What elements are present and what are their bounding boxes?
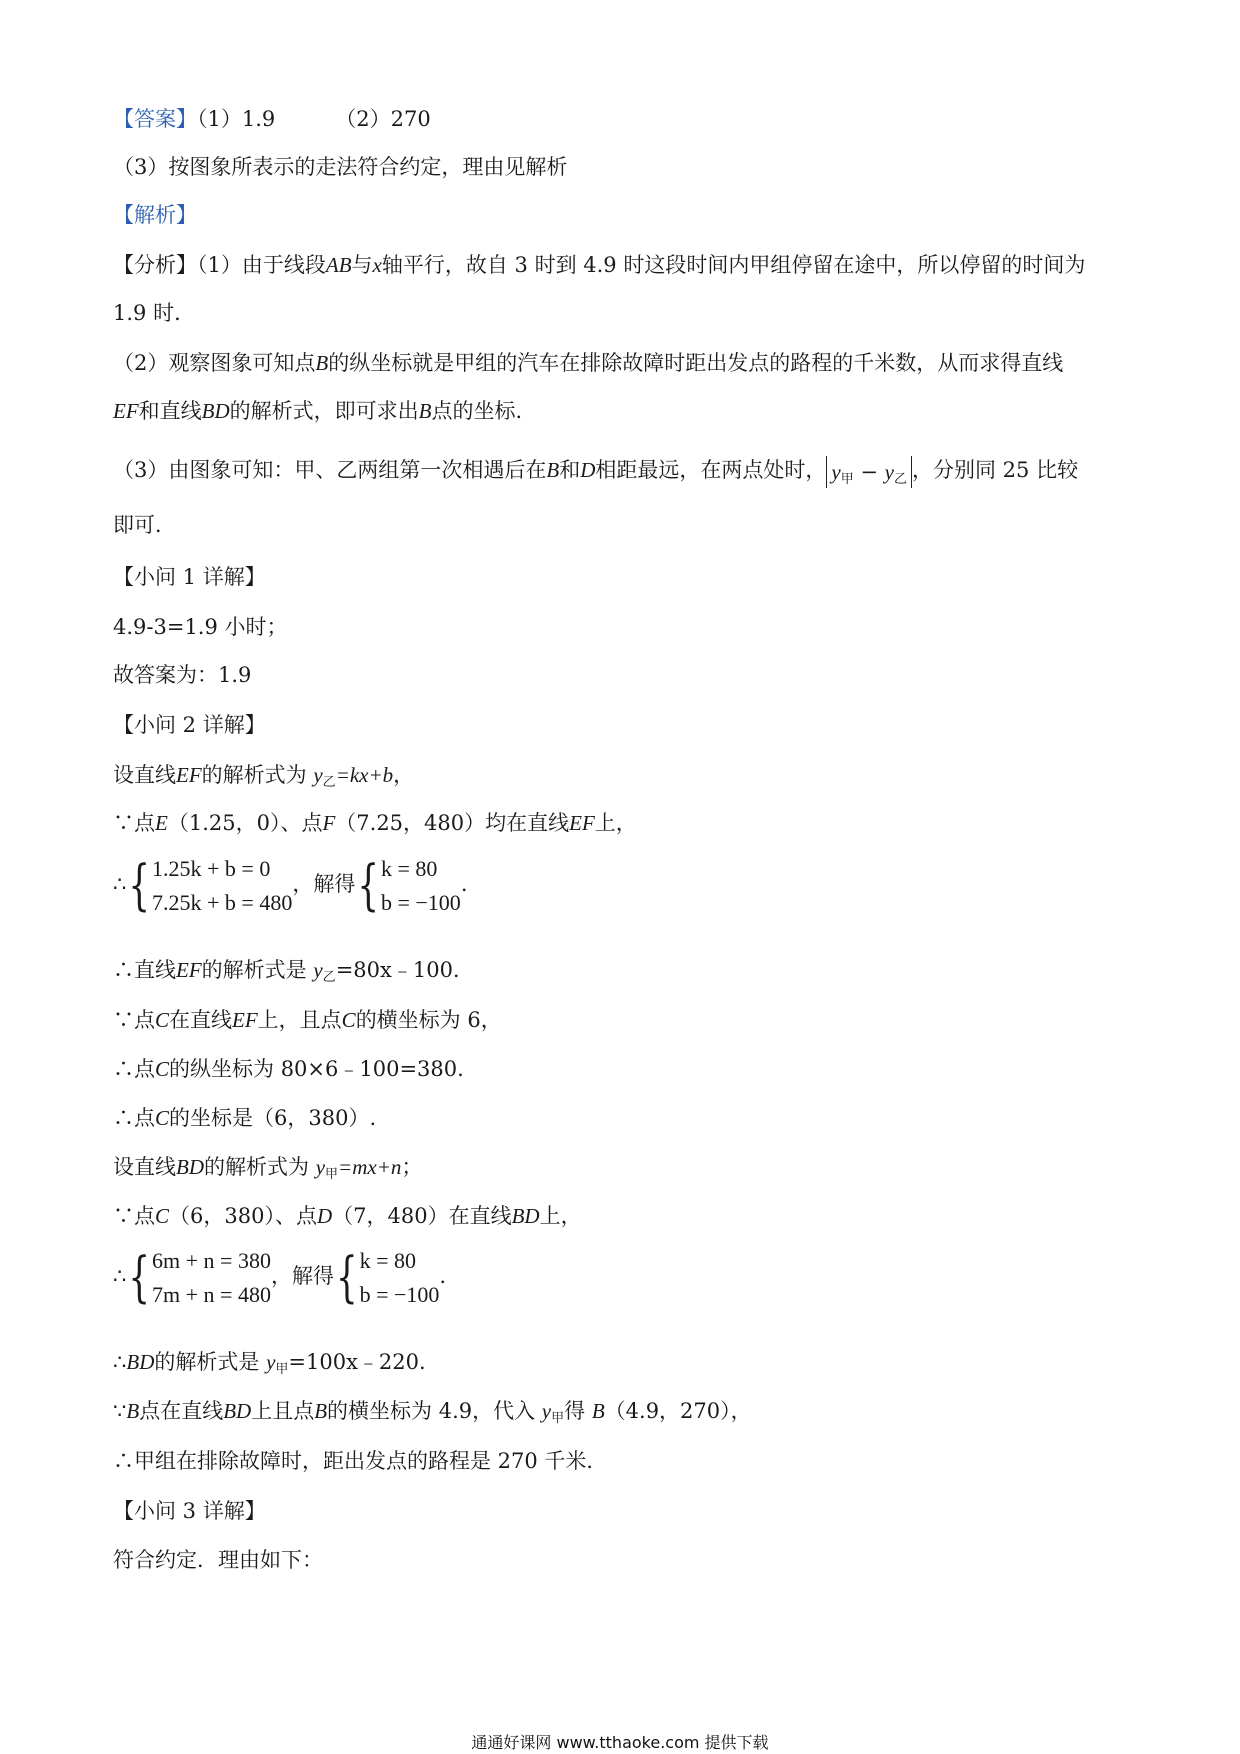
var: y [831, 459, 841, 484]
text: 相距最远，在两点处时， [595, 458, 827, 482]
text: 轴平行，故自 3 时到 4.9 时这段时间内甲组停留在途中，所以停留的时间为 [381, 253, 1086, 277]
fenxi-line-3 [113, 348, 1063, 378]
equation: =mx+n [338, 1155, 402, 1179]
text: 设直线 [113, 763, 176, 787]
text: （3）由图象可知：甲、乙两组第一次相遇后在 [113, 458, 547, 482]
var: B [591, 1399, 605, 1423]
text: 的解析式是 [201, 958, 307, 982]
subscript: 甲 [275, 1362, 289, 1377]
var: BD [126, 1350, 155, 1374]
page-footer: 通通好课网 www.tthaoke.com 提供下载 [471, 1733, 769, 1752]
var: x [372, 253, 382, 277]
system-left: { 1.25k + b = 0 7.25k + b = 480 [128, 854, 293, 919]
equation-row: 6m + n = 380 [152, 1248, 271, 1274]
var: AB [325, 253, 352, 277]
text: 的解析式是 [154, 1350, 260, 1374]
fenxi-line-4 [113, 396, 536, 426]
text: 的纵坐标为 80×6﹣100=380. [169, 1057, 464, 1081]
text: ，解得 [292, 872, 356, 896]
var: y [541, 1399, 552, 1423]
var: B [126, 1399, 140, 1423]
var: EF [232, 1008, 258, 1032]
text: 的纵坐标就是甲组的汽车在排除故障时距出发点的路程的千米数，从而求得直线 [328, 351, 1064, 375]
var: BD [176, 1155, 204, 1179]
var: EF [569, 811, 595, 835]
analysis-tag: 【解析】 [113, 203, 197, 227]
equation: =kx+b [335, 763, 394, 787]
subscript: 乙 [893, 471, 907, 487]
therefore-symbol: ∴ [113, 872, 127, 896]
q2-tag: 【小问 2 详解】 [113, 713, 266, 737]
q2-line-7 [113, 1103, 376, 1133]
var: BD [223, 1399, 252, 1423]
answer-part2: （2）270 [335, 107, 431, 131]
text: 的横坐标为 4.9，代入 [327, 1399, 536, 1423]
var: EF [176, 763, 202, 787]
text: 点的坐标． [431, 399, 537, 423]
text: 上， [539, 1204, 582, 1228]
text: 的解析式，即可求出 [229, 399, 419, 423]
var: C [155, 1106, 170, 1130]
text: . [460, 872, 468, 896]
q1-tag: 【小问 1 详解】 [113, 565, 266, 589]
var: y [313, 763, 323, 787]
subscript: 甲 [840, 471, 854, 487]
answer-line [113, 104, 431, 134]
var: C [341, 1008, 356, 1032]
text: ∵点 [113, 1204, 155, 1228]
q1-line-2: 故答案为：1.9 [113, 663, 252, 687]
var: C [155, 1008, 170, 1032]
text: 设直线 [113, 1155, 176, 1179]
text: 与 [351, 253, 373, 277]
equation-system-2 [113, 1240, 446, 1314]
text: （7.25，480）均在直线 [335, 811, 570, 835]
var: B [546, 458, 560, 482]
equation-system-1 [113, 848, 468, 922]
var: D [316, 1204, 333, 1228]
var: E [155, 811, 168, 835]
var: BD [201, 399, 230, 423]
text: （1.25，0）、点 [167, 811, 323, 835]
equation-row: b = −100 [359, 1282, 440, 1308]
fenxi-line-6: 即可． [113, 513, 176, 537]
var: y [884, 459, 894, 484]
var: EF [113, 399, 139, 423]
q3-line-1: 符合约定．理由如下： [113, 1548, 323, 1572]
var: B [314, 1399, 328, 1423]
text: ∴直线 [113, 958, 176, 982]
text: ∵点 [113, 1008, 155, 1032]
q3-tag: 【小问 3 详解】 [113, 1499, 266, 1523]
answer-tag: 【答案】 [113, 107, 197, 131]
q1-line-1: 4.9-3=1.9 小时； [113, 615, 288, 639]
text: ； [401, 1155, 423, 1179]
text: （1）由于线段 [197, 253, 326, 277]
text: （4.9，270）， [604, 1399, 752, 1423]
equation-row: k = 80 [359, 1248, 417, 1274]
fenxi-line-1 [113, 250, 1085, 280]
subscript: 乙 [322, 970, 336, 985]
var: y [315, 1155, 326, 1179]
fenxi-tag: 【分析】 [113, 253, 197, 277]
text: 得 [564, 1399, 586, 1423]
text: ∵ [113, 1399, 127, 1423]
text: （7，480）在直线 [332, 1204, 512, 1228]
text: ，解得 [270, 1264, 334, 1288]
equation-row: 1.25k + b = 0 [152, 856, 271, 882]
equation-row: b = −100 [380, 890, 461, 916]
text: ，分别同 25 比较 [912, 458, 1079, 482]
minus: − [853, 459, 885, 484]
equation-row: 7m + n = 480 [152, 1282, 271, 1308]
q2-line-5 [113, 1005, 502, 1035]
text: 的坐标是（6，380）. [169, 1106, 377, 1130]
subscript: 甲 [551, 1411, 565, 1426]
var: y [266, 1350, 276, 1374]
text: 上，且点 [257, 1008, 342, 1032]
equation: =100x﹣220. [288, 1350, 426, 1374]
var: C [155, 1204, 170, 1228]
answer-part3: （3）按图象所表示的走法符合约定，理由见解析 [113, 155, 568, 179]
var: C [155, 1057, 170, 1081]
var: y [313, 958, 323, 982]
equation-row: k = 80 [380, 856, 438, 882]
text: ∴ [113, 1350, 127, 1374]
fenxi-line-5 [113, 455, 1078, 488]
text: （2）观察图象可知点 [113, 351, 316, 375]
var: EF [176, 958, 202, 982]
var: D [580, 458, 596, 482]
text: 上且点 [251, 1399, 315, 1423]
text: （6，380）、点 [169, 1204, 317, 1228]
absolute-value-expression [826, 456, 912, 488]
var: F [322, 811, 336, 835]
answer-part1: （1）1.9 [197, 107, 276, 131]
q2-line-6 [113, 1054, 464, 1084]
text: ∵点 [113, 811, 155, 835]
q2-line-4 [113, 955, 460, 989]
therefore-symbol: ∴ [113, 1264, 127, 1288]
system-solution: { k = 80 b = −100 [357, 854, 461, 919]
text: 的解析式为 [201, 763, 307, 787]
text: 的横坐标为 6， [355, 1008, 502, 1032]
q2-line-1 [113, 760, 414, 794]
var: B [315, 351, 329, 375]
system-solution: { k = 80 b = −100 [335, 1246, 440, 1311]
var: BD [511, 1204, 540, 1228]
text: 和 [559, 458, 581, 482]
text: ∴点 [113, 1057, 155, 1081]
q2-line-11 [113, 1347, 426, 1381]
system-left: { 6m + n = 380 7m + n = 480 [128, 1246, 271, 1311]
text: ， [393, 763, 415, 787]
text: 的解析式为 [204, 1155, 309, 1179]
var: B [418, 399, 432, 423]
text: ∴点 [113, 1106, 155, 1130]
text: 点在直线 [139, 1399, 224, 1423]
text: 上， [594, 811, 637, 835]
text: 和直线 [138, 399, 202, 423]
q2-line-13: ∴甲组在排除故障时，距出发点的路程是 270 千米． [113, 1449, 608, 1473]
q2-line-8 [113, 1152, 422, 1186]
text: . [439, 1264, 447, 1288]
q2-line-12 [113, 1396, 752, 1430]
text: 在直线 [169, 1008, 233, 1032]
subscript: 乙 [322, 775, 336, 790]
subscript: 甲 [325, 1167, 339, 1182]
fenxi-line-2: 1.9 时． [113, 301, 196, 325]
equation: =80x﹣100. [335, 958, 460, 982]
equation-row: 7.25k + b = 480 [152, 890, 293, 916]
